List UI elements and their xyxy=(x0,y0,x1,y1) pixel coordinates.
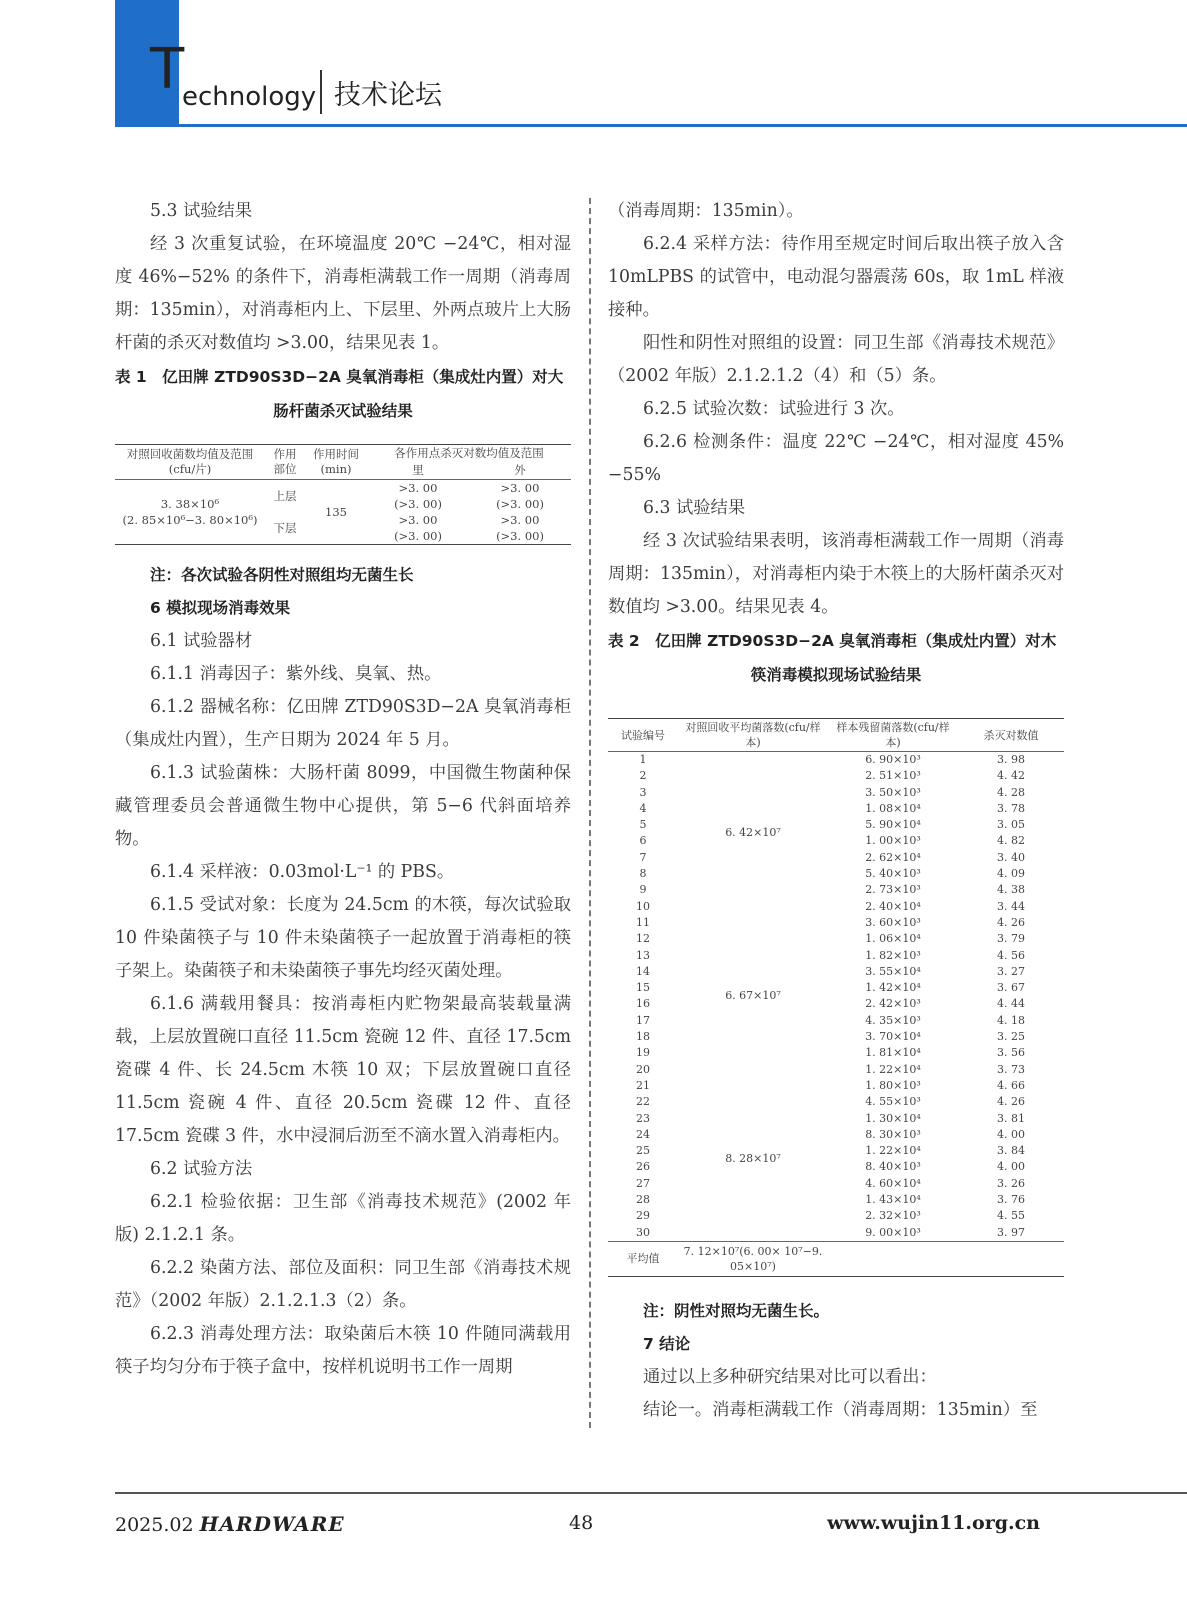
t1-col-part: 作用部位 xyxy=(265,445,305,480)
t2-cell-resid: 8. 30×10³ xyxy=(865,1127,921,1141)
t2-cell-resid: 1. 30×10⁴ xyxy=(865,1111,921,1125)
t2-cell-ctrl: 6. 67×10⁷ xyxy=(725,989,781,1003)
t2-cell-resid: 2. 40×10⁴ xyxy=(865,899,921,913)
t1-cell: (>3. 00) xyxy=(496,529,544,543)
section-5-3-text: 经 3 次重复试验，在环境温度 20℃ −24℃，相对湿度 46%−52% 的条件下，消毒柜满载工作一周期（消毒周期：135min），对消毒柜内上、下层里、外两点玻片上大肠杆菌的杀灭对数值均 >3.00，结果见表 1。 xyxy=(115,234,571,353)
t2-cell-kill: 4. 00 xyxy=(997,1127,1025,1141)
t2-cell-resid: 9. 00×10³ xyxy=(865,1225,921,1239)
t2-cell-no: 22 xyxy=(636,1095,650,1109)
t1-cell: (>3. 00) xyxy=(394,529,442,543)
t2-cell-resid: 2. 51×10³ xyxy=(865,769,921,783)
t2-cell-no: 29 xyxy=(636,1209,650,1223)
section-6-1-2: 6.1.2 器械名称：亿田牌 ZTD90S3D−2A 臭氧消毒柜（集成灶内置），生产日期为 2024 年 5 月。 xyxy=(115,697,571,750)
section-7-title: 7 结论 xyxy=(643,1334,691,1353)
section-6-3-title: 6.3 试验结果 xyxy=(643,498,746,518)
t2-cell-no: 14 xyxy=(636,964,650,978)
t2-cell-resid: 4. 55×10³ xyxy=(865,1095,921,1109)
t2-cell-kill: 3. 78 xyxy=(997,801,1025,815)
t2-cell-no: 26 xyxy=(636,1160,650,1174)
t2-cell-ctrl: 8. 28×10⁷ xyxy=(725,1152,781,1166)
t2-cell-kill: 4. 44 xyxy=(997,997,1025,1011)
section-6-1-6: 6.1.6 满载用餐具：按消毒柜内贮物架最高装载量满载，上层放置碗口直径 11.5cm 瓷碗 12 件、直径 17.5cm 瓷碟 4 件、长 24.5cm 木筷 10 双；下层放置碗口直径 11.5cm 瓷碗 4 件、直径 20.5cm 瓷碟 12 件、直径 17.5cm 瓷碟 3 件，水中浸洞后沥至不滴水置入消毒柜内。 xyxy=(115,994,571,1146)
t2-cell-kill: 4. 66 xyxy=(997,1078,1025,1092)
section-5-3-title: 5.3 试验结果 xyxy=(150,201,253,221)
t2-col-resid: 样本残留菌落数(cfu/样本) xyxy=(828,719,958,752)
footer-date: 2025.02 xyxy=(115,1514,194,1536)
t1-ctrl-range: (2. 85×10⁶−3. 80×10⁶) xyxy=(122,513,258,527)
t2-cell-no: 24 xyxy=(636,1127,650,1141)
t2-cell-no: 4 xyxy=(639,801,647,815)
table-row xyxy=(115,480,571,497)
table-row xyxy=(608,1029,1064,1045)
table-row xyxy=(608,1208,1064,1224)
t1-part-upper: 上层 xyxy=(273,489,297,503)
t2-col-no: 试验编号 xyxy=(608,719,678,752)
section-6-2-title: 6.2 试验方法 xyxy=(150,1159,253,1179)
table2-caption-line2: 筷消毒模拟现场试验结果 xyxy=(750,666,922,684)
footer-magazine: HARDWARE xyxy=(199,1512,345,1536)
t1-time: 135 xyxy=(325,505,347,519)
t2-cell-no: 25 xyxy=(636,1144,650,1158)
t1-col-inner: 里 xyxy=(367,462,469,480)
section-6-3-text: 经 3 次试验结果表明，该消毒柜满载工作一周期（消毒周期：135min），对消毒柜内染于木筷上的大肠杆菌杀灭对数值均 >3.00。结果见表 4。 xyxy=(608,531,1064,617)
t2-cell-no: 30 xyxy=(636,1225,650,1239)
table-row xyxy=(608,1225,1064,1242)
t1-col-group: 各作用点杀灭对数均值及范围 xyxy=(394,446,544,460)
t2-cell-kill: 3. 84 xyxy=(997,1144,1025,1158)
t2-cell-resid: 2. 62×10⁴ xyxy=(865,850,921,864)
t2-cell-kill: 4. 26 xyxy=(997,1095,1025,1109)
t2-cell-no: 28 xyxy=(636,1193,650,1207)
t2-col-ctrl: 对照回收平均菌落数(cfu/样本) xyxy=(678,719,828,752)
t2-cell-kill: 4. 00 xyxy=(997,1160,1025,1174)
t1-cell: >3. 00 xyxy=(398,481,438,495)
section-6-2-6: 6.2.6 检测条件：温度 22℃ −24℃，相对湿度 45%−55% xyxy=(608,432,1064,485)
section-6-2-4-controls: 阳性和阴性对照组的设置：同卫生部《消毒技术规范》（2002 年版）2.1.2.1.2（4）和（5）条。 xyxy=(608,333,1064,386)
t2-cell-no: 7 xyxy=(639,850,647,864)
table-row xyxy=(608,1127,1064,1143)
table-row xyxy=(608,850,1064,866)
section-6-1-title: 6.1 试验器材 xyxy=(150,631,253,651)
t2-cell-resid: 2. 73×10³ xyxy=(865,883,921,897)
t2-cell-kill: 3. 79 xyxy=(997,932,1025,946)
t2-cell-no: 1 xyxy=(639,753,647,766)
header-rule xyxy=(115,124,1187,127)
t2-cell-resid: 3. 55×10⁴ xyxy=(865,964,921,978)
right-column xyxy=(608,195,1064,1427)
table-row xyxy=(608,768,1064,784)
header-section-title: 技术论坛 xyxy=(334,80,442,111)
t1-cell: >3. 00 xyxy=(500,481,540,495)
t1-col-time: 作用时间(min) xyxy=(305,445,367,480)
footer-website: www.wujin11.org.cn xyxy=(827,1512,1040,1534)
t2-cell-kill: 4. 42 xyxy=(997,769,1025,783)
t2-cell-kill: 3. 26 xyxy=(997,1176,1025,1190)
page-number: 48 xyxy=(569,1512,594,1534)
table-row xyxy=(608,948,1064,964)
section-6-2-3: 6.2.3 消毒处理方法：取染菌后木筷 10 件随同满载用筷子均匀分布于筷子盒中，按样机说明书工作一周期 xyxy=(115,1324,571,1377)
t2-cell-kill: 4. 55 xyxy=(997,1209,1025,1223)
table-row xyxy=(608,931,1064,947)
t2-cell-no: 27 xyxy=(636,1176,650,1190)
table-row xyxy=(608,1111,1064,1127)
t2-cell-kill: 3. 97 xyxy=(997,1225,1025,1239)
t2-cell-resid: 1. 22×10⁴ xyxy=(865,1062,921,1076)
t2-body xyxy=(608,752,1064,1277)
t1-col-ctrl: 对照回收菌数均值及范围(cfu/片) xyxy=(115,445,265,480)
t2-cell-no: 19 xyxy=(636,1046,650,1060)
t2-cell-resid: 3. 60×10³ xyxy=(865,915,921,929)
table-row xyxy=(608,964,1064,980)
table1-note: 注：各次试验各阴性对照组均无菌生长 xyxy=(150,566,414,584)
table-row xyxy=(608,833,1064,849)
section-7-text-2: 结论一。消毒柜满载工作（消毒周期：135min）至 xyxy=(643,1399,1038,1420)
footer-issue xyxy=(115,1512,345,1536)
t2-cell-no: 13 xyxy=(636,948,650,962)
t2-cell-resid: 1. 06×10⁴ xyxy=(865,932,921,946)
t2-cell-no: 2 xyxy=(639,769,647,783)
table-row xyxy=(608,1143,1064,1159)
t2-cell-resid: 6. 90×10³ xyxy=(865,753,921,766)
t1-cell: (>3. 00) xyxy=(394,497,442,511)
t2-cell-no: 3 xyxy=(639,785,647,799)
t2-cell-resid: 8. 40×10³ xyxy=(865,1160,921,1174)
t2-cell-no: 5 xyxy=(639,818,647,832)
t2-cell-kill: 4. 09 xyxy=(997,867,1025,881)
table-row xyxy=(608,1013,1064,1029)
t2-cell-kill: 3. 98 xyxy=(997,753,1025,766)
t2-cell-kill: 3. 67 xyxy=(997,981,1025,995)
t2-cell-ctrl: 6. 42×10⁷ xyxy=(725,826,781,840)
table-row xyxy=(608,915,1064,931)
t2-cell-no: 6 xyxy=(639,834,647,848)
table-row-average xyxy=(608,1241,1064,1276)
table-2 xyxy=(608,718,1064,1277)
section-6-2-5: 6.2.5 试验次数：试验进行 3 次。 xyxy=(643,399,905,419)
t2-cell-no: 17 xyxy=(636,1013,650,1027)
table-1 xyxy=(115,444,571,545)
table-row xyxy=(608,866,1064,882)
table-row xyxy=(608,801,1064,817)
table-row xyxy=(608,752,1064,769)
table-row xyxy=(608,980,1064,996)
section-6-1-1: 6.1.1 消毒因子：紫外线、臭氧、热。 xyxy=(150,664,442,684)
t2-cell-kill: 3. 27 xyxy=(997,964,1025,978)
t2-cell-kill: 4. 26 xyxy=(997,915,1025,929)
t2-cell-resid: 4. 60×10⁴ xyxy=(865,1176,921,1190)
table1-caption-line2: 肠杆菌杀灭试验结果 xyxy=(273,402,413,420)
t2-cell-kill: 3. 56 xyxy=(997,1046,1025,1060)
t2-cell-kill: 4. 82 xyxy=(997,834,1025,848)
t2-cell-resid: 1. 43×10⁴ xyxy=(865,1193,921,1207)
t2-cell-resid: 2. 32×10³ xyxy=(865,1209,921,1223)
t1-cell: >3. 00 xyxy=(500,513,540,527)
t2-cell-kill: 3. 44 xyxy=(997,899,1025,913)
section-6-1-4: 6.1.4 采样液：0.03mol·L⁻¹ 的 PBS。 xyxy=(150,862,455,882)
table-row xyxy=(608,899,1064,915)
t1-part-lower: 下层 xyxy=(273,521,297,535)
t2-cell-no: 18 xyxy=(636,1030,650,1044)
section-6-title: 6 模拟现场消毒效果 xyxy=(150,599,291,617)
t1-ctrl-mean: 3. 38×10⁶ xyxy=(160,497,220,511)
table1-caption: 表 1 亿田牌 ZTD90S3D−2A 臭氧消毒柜（集成灶内置）对大 xyxy=(115,368,564,386)
table2-caption: 表 2 亿田牌 ZTD90S3D−2A 臭氧消毒柜（集成灶内置）对木 xyxy=(608,632,1057,650)
t2-avg-label: 平均值 xyxy=(608,1241,678,1276)
t2-cell-kill: 3. 40 xyxy=(997,850,1025,864)
table-row xyxy=(608,882,1064,898)
section-6-2-2: 6.2.2 染菌方法、部位及面积：同卫生部《消毒技术规范》（2002 年版）2.1.2.1.3（2）条。 xyxy=(115,1258,571,1311)
t2-cell-resid: 1. 80×10³ xyxy=(865,1078,921,1092)
t2-cell-resid: 5. 40×10³ xyxy=(865,867,921,881)
t2-cell-kill: 4. 18 xyxy=(997,1013,1025,1027)
section-6-1-5: 6.1.5 受试对象：长度为 24.5cm 的木筷，每次试验取 10 件染菌筷子与 10 件未染菌筷子一起放置于消毒柜的筷子架上。染菌筷子和未染菌筷子事先均经灭菌处理。 xyxy=(115,895,571,981)
section-6-2-3-continued: （消毒周期：135min）。 xyxy=(608,201,804,221)
t2-cell-kill: 3. 81 xyxy=(997,1111,1025,1125)
t2-cell-no: 23 xyxy=(636,1111,650,1125)
table-row xyxy=(608,1192,1064,1208)
section-6-2-1: 6.2.1 检验依据：卫生部《消毒技术规范》(2002 年版) 2.1.2.1 条。 xyxy=(115,1192,571,1245)
t2-cell-kill: 4. 28 xyxy=(997,785,1025,799)
t2-cell-kill: 3. 25 xyxy=(997,1030,1025,1044)
t1-col-outer: 外 xyxy=(469,462,571,480)
table2-note: 注：阴性对照均无菌生长。 xyxy=(643,1301,830,1320)
t2-cell-no: 10 xyxy=(636,899,650,913)
t2-cell-kill: 3. 76 xyxy=(997,1193,1025,1207)
t2-cell-no: 15 xyxy=(636,981,650,995)
t2-cell-resid: 1. 82×10³ xyxy=(865,948,921,962)
t2-cell-resid: 4. 35×10³ xyxy=(865,1013,921,1027)
table-row xyxy=(608,817,1064,833)
section-6-1-3: 6.1.3 试验菌株：大肠杆菌 8099，中国微生物菌种保藏管理委员会普通微生物中心提供，第 5−6 代斜面培养物。 xyxy=(115,763,571,849)
footer-rule xyxy=(115,1492,1187,1494)
table-row xyxy=(608,1159,1064,1175)
t2-cell-kill: 3. 73 xyxy=(997,1062,1025,1076)
t2-cell-kill: 4. 56 xyxy=(997,948,1025,962)
t2-cell-resid: 5. 90×10⁴ xyxy=(865,818,921,832)
t2-cell-no: 20 xyxy=(636,1062,650,1076)
t2-cell-resid: 3. 50×10³ xyxy=(865,785,921,799)
t2-cell-resid: 1. 08×10⁴ xyxy=(865,801,921,815)
table-row xyxy=(608,1062,1064,1078)
t2-cell-no: 21 xyxy=(636,1078,650,1092)
t2-avg-empty xyxy=(828,1241,1064,1276)
t2-cell-no: 11 xyxy=(636,915,650,929)
header-technology-word: echnology xyxy=(182,82,317,112)
t2-cell-resid: 1. 22×10⁴ xyxy=(865,1144,921,1158)
table-row xyxy=(608,996,1064,1012)
t2-cell-resid: 1. 00×10³ xyxy=(865,834,921,848)
t2-cell-no: 12 xyxy=(636,932,650,946)
t2-cell-resid: 3. 70×10⁴ xyxy=(865,1030,921,1044)
header-initial-letter: T xyxy=(150,37,185,102)
t2-cell-resid: 1. 42×10⁴ xyxy=(865,981,921,995)
column-divider xyxy=(589,198,591,1428)
section-6-2-4: 6.2.4 采样方法：待作用至规定时间后取出筷子放入含 10mLPBS 的试管中，电动混匀器震荡 60s，取 1mL 样液接种。 xyxy=(608,234,1064,320)
table-row xyxy=(608,1176,1064,1192)
t2-cell-kill: 3. 05 xyxy=(997,818,1025,832)
t2-cell-kill: 4. 38 xyxy=(997,883,1025,897)
table-row xyxy=(608,1078,1064,1094)
t2-avg-value: 7. 12×10⁷(6. 00× 10⁷−9. 05×10⁷) xyxy=(678,1241,828,1276)
t2-cell-no: 16 xyxy=(636,997,650,1011)
t1-cell: (>3. 00) xyxy=(496,497,544,511)
t2-cell-no: 8 xyxy=(639,867,647,881)
table-row xyxy=(608,1094,1064,1110)
left-column xyxy=(115,195,571,1384)
t2-cell-resid: 1. 81×10⁴ xyxy=(865,1046,921,1060)
t2-cell-no: 9 xyxy=(639,883,647,897)
header-separator xyxy=(320,70,322,114)
section-7-text-1: 通过以上多种研究结果对比可以看出： xyxy=(643,1366,937,1387)
t2-cell-resid: 2. 42×10³ xyxy=(865,997,921,1011)
table-row xyxy=(608,785,1064,801)
t1-cell: >3. 00 xyxy=(398,513,438,527)
t2-col-kill: 杀灭对数值 xyxy=(958,719,1064,752)
table-row xyxy=(608,1045,1064,1061)
